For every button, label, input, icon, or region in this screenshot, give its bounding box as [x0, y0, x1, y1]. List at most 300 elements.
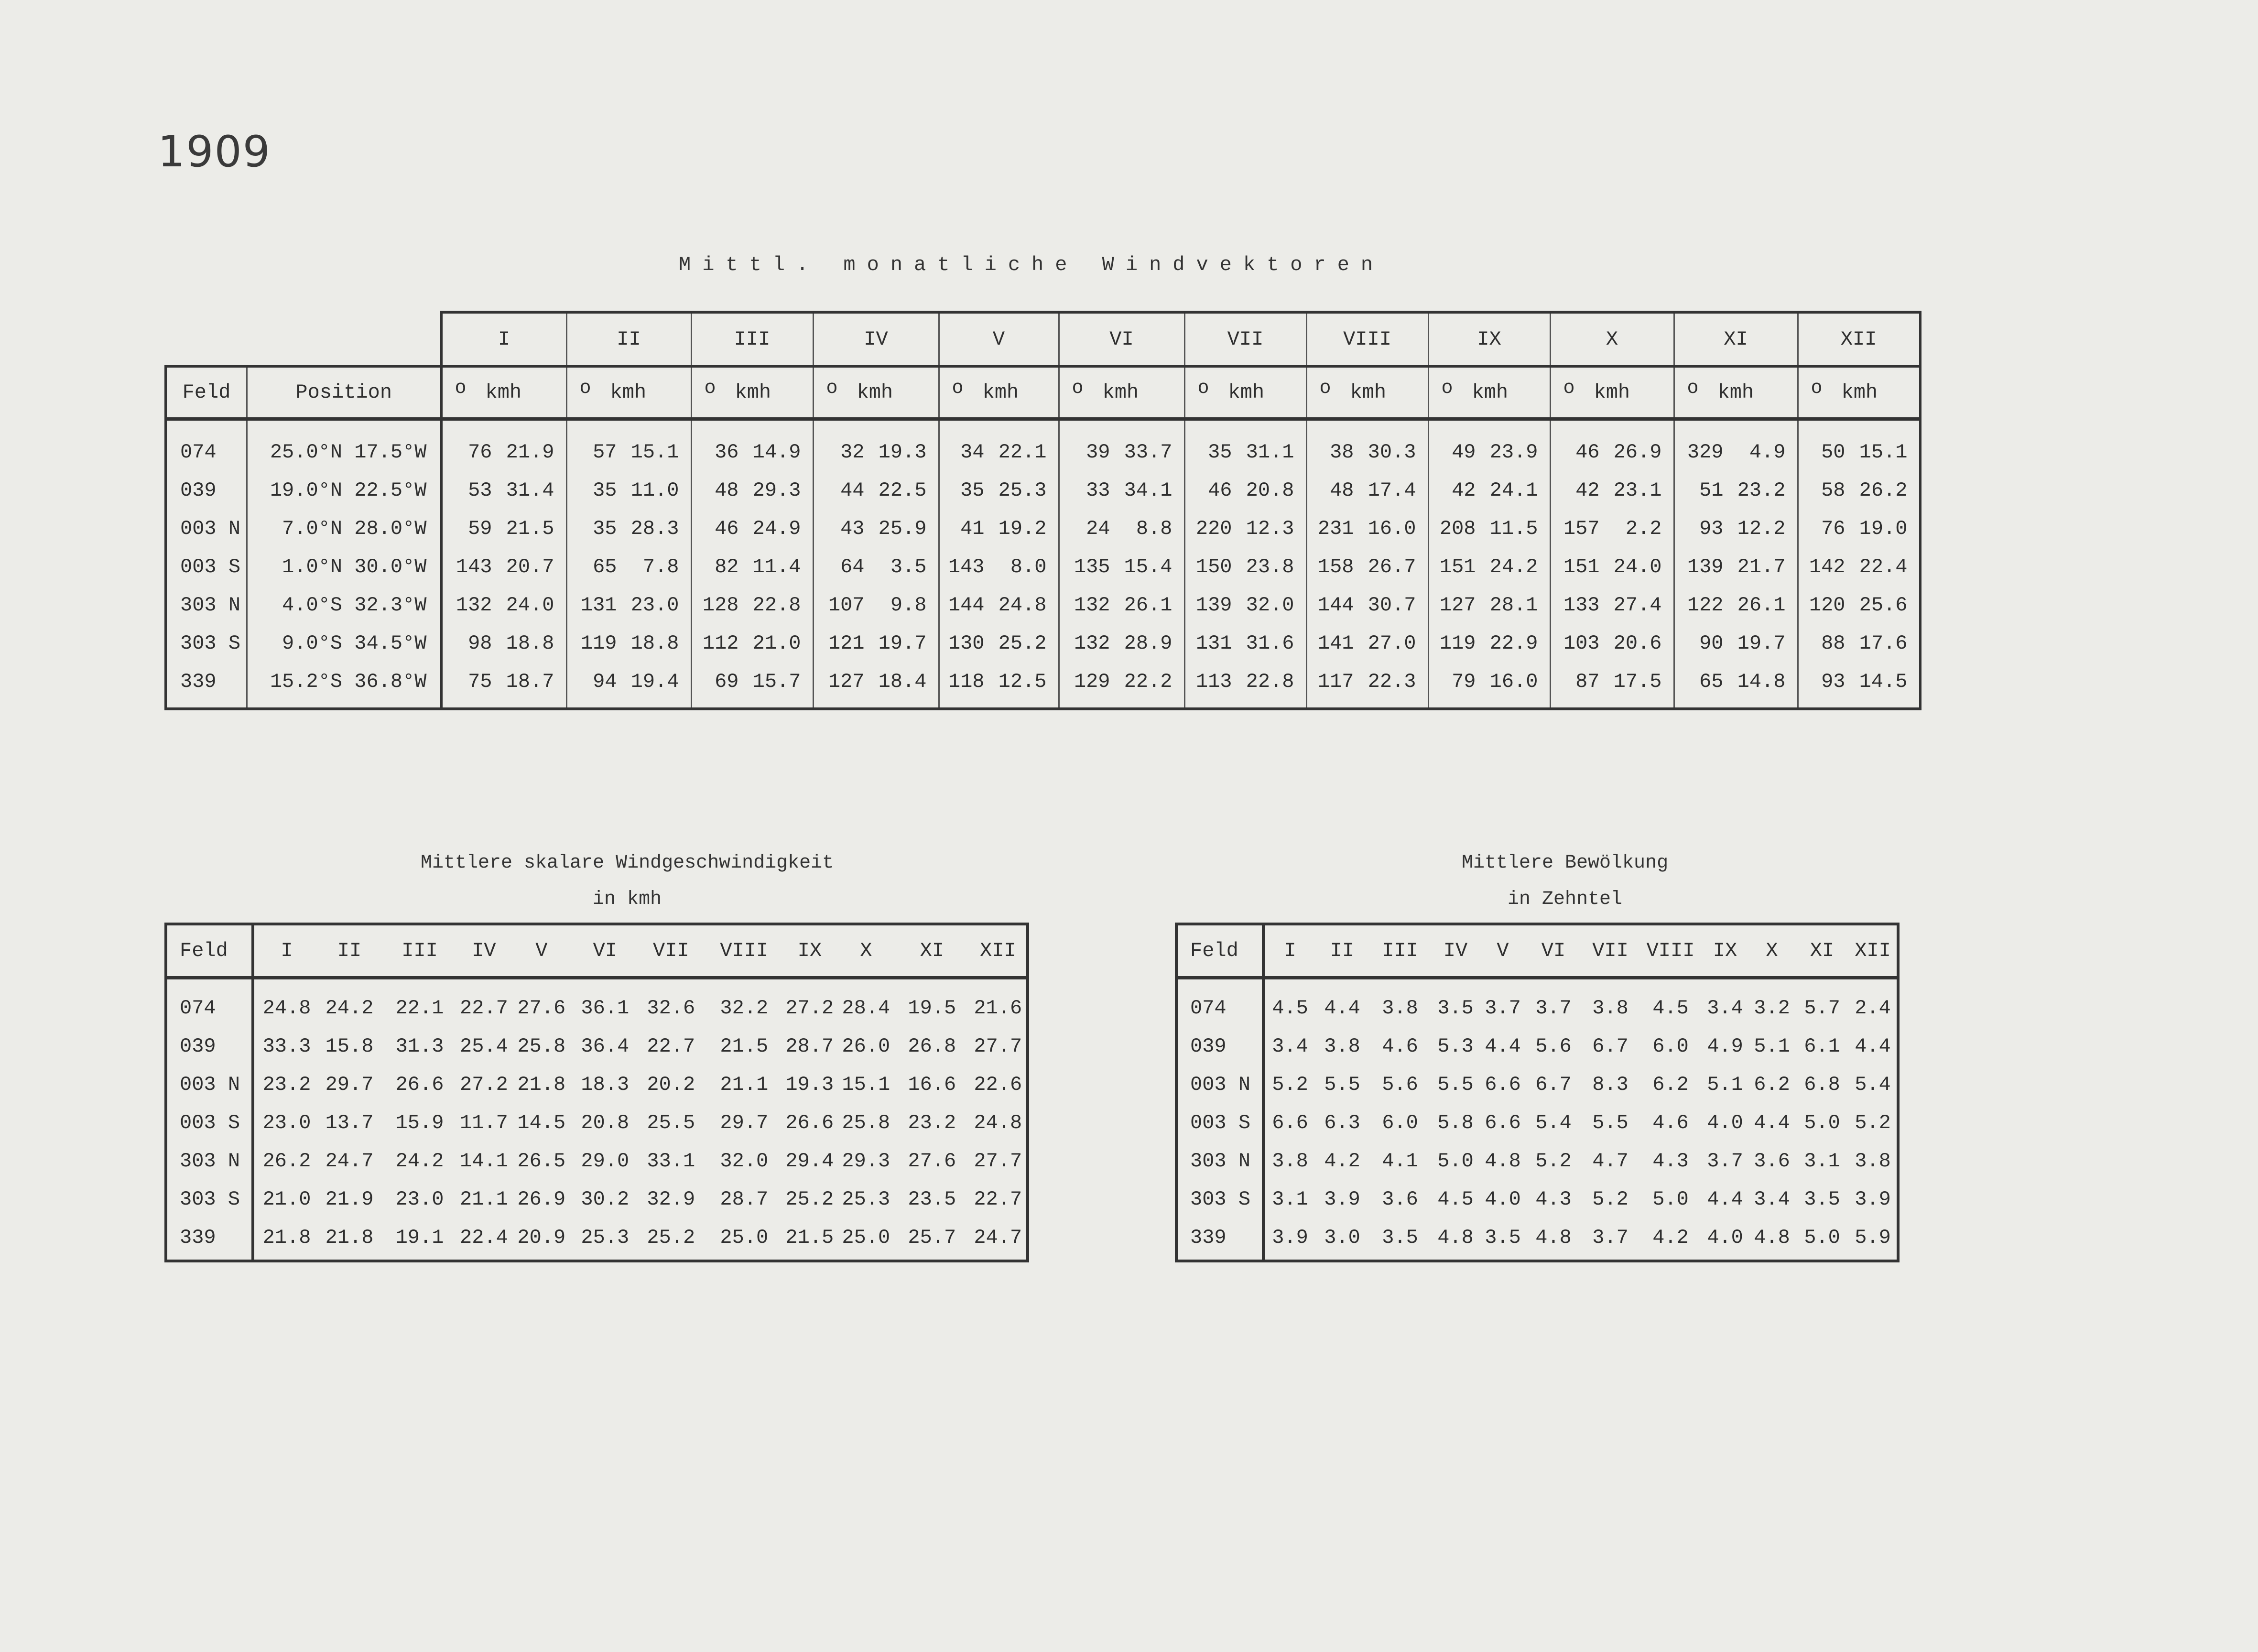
value-cell: 3.6	[1754, 1150, 1790, 1173]
direction-value: 34	[960, 441, 985, 464]
direction-value: 90	[1699, 632, 1724, 655]
vector-cell	[1184, 586, 1306, 624]
speed-value: 18.4	[878, 670, 927, 693]
position-cell: 19.0°N 22.5°W	[247, 471, 442, 510]
direction-value: 143	[456, 555, 492, 578]
direction-value: 51	[1699, 479, 1724, 502]
speed-value: 19.0	[1859, 517, 1908, 540]
vector-pair	[1060, 479, 1184, 502]
unit-header	[1550, 367, 1674, 419]
speed-unit: kmh	[1472, 381, 1509, 404]
speed-value: 30.7	[1368, 594, 1416, 617]
vector-cell	[813, 663, 939, 709]
direction-value: 127	[1439, 594, 1476, 617]
vector-pair	[692, 555, 813, 578]
value-cell: 24.7	[325, 1150, 374, 1173]
degree-unit: o	[1072, 378, 1084, 399]
vector-cell	[1184, 471, 1306, 510]
value-cell: 27.7	[974, 1150, 1022, 1173]
value-cell: 26.8	[908, 1035, 956, 1058]
col-position-header: Position	[247, 367, 442, 419]
value-cell: 6.3	[1324, 1111, 1360, 1134]
speed-value: 21.9	[506, 441, 554, 464]
vector-cell	[1428, 510, 1550, 548]
value-cell: 4.8	[1535, 1226, 1572, 1249]
vector-cell	[1798, 586, 1920, 624]
value-cell: 4.8	[1437, 1226, 1474, 1249]
vector-cell	[566, 586, 691, 624]
speed-value: 26.9	[1613, 441, 1662, 464]
speed-value: 24.0	[506, 594, 554, 617]
vector-pair	[443, 555, 566, 578]
vector-pair	[1185, 479, 1306, 502]
direction-value: 64	[840, 555, 865, 578]
value-cell: 4.7	[1592, 1150, 1628, 1173]
vector-pair	[692, 479, 813, 502]
speed-unit: kmh	[1228, 381, 1265, 404]
table-row	[166, 1104, 1028, 1142]
month-header-ii: II	[1315, 924, 1369, 978]
feld-cell: 303 N	[166, 586, 247, 624]
degree-unit: o	[1563, 378, 1575, 399]
speed-value: 32.0	[1246, 594, 1294, 617]
feld-cell: 003 S	[1176, 1104, 1263, 1142]
vector-pair	[1799, 441, 1919, 464]
speed-value: 25.3	[998, 479, 1047, 502]
speed-value: 24.9	[752, 517, 801, 540]
vector-cell	[691, 548, 813, 586]
speed-value: 22.4	[1859, 555, 1908, 578]
value-cell: 14.5	[517, 1111, 566, 1134]
value-cell: 3.4	[1707, 997, 1743, 1020]
value-cell: 33.1	[647, 1150, 695, 1173]
speed-value: 21.7	[1737, 555, 1786, 578]
value-cell: 23.5	[908, 1188, 956, 1211]
value-cell: 3.7	[1485, 997, 1521, 1020]
position-cell: 25.0°N 17.5°W	[247, 419, 442, 472]
direction-value: 119	[1439, 632, 1476, 655]
vector-cell	[813, 419, 939, 472]
direction-value: 24	[1086, 517, 1110, 540]
direction-value: 65	[1699, 670, 1724, 693]
vector-pair	[443, 479, 566, 502]
month-header-iv: IV	[460, 924, 508, 978]
table-row	[1176, 1027, 1898, 1065]
value-cell: 25.4	[460, 1035, 508, 1058]
vector-pair	[567, 555, 691, 578]
vector-pair	[1185, 632, 1306, 655]
value-cell: 18.3	[581, 1073, 630, 1096]
vector-pair	[940, 441, 1058, 464]
vector-pair	[443, 670, 566, 693]
value-cell: 3.1	[1272, 1188, 1308, 1211]
value-cell: 24.2	[395, 1150, 444, 1173]
vector-cell	[939, 471, 1059, 510]
month-header-xi: XI	[894, 924, 970, 978]
vector-pair	[443, 517, 566, 540]
value-cell: 26.6	[785, 1111, 834, 1134]
value-cell: 5.1	[1754, 1035, 1790, 1058]
vector-cell	[1798, 471, 1920, 510]
direction-value: 88	[1821, 632, 1845, 655]
position-cell: 7.0°N 28.0°W	[247, 510, 442, 548]
value-cell: 4.0	[1707, 1226, 1743, 1249]
value-cell: 27.6	[908, 1150, 956, 1173]
vector-pair	[1060, 594, 1184, 617]
month-header-i: I	[253, 924, 319, 978]
value-cell: 3.8	[1382, 997, 1418, 1020]
feld-cell: 003 N	[1176, 1065, 1263, 1104]
value-cell: 8.3	[1592, 1073, 1628, 1096]
speed-value: 9.8	[890, 594, 927, 617]
value-cell: 21.8	[325, 1226, 374, 1249]
vector-cell	[441, 663, 566, 709]
speed-value: 28.1	[1489, 594, 1538, 617]
year-heading: 1909	[158, 127, 271, 177]
direction-value: 208	[1439, 517, 1476, 540]
table-row	[1176, 1065, 1898, 1104]
vector-pair	[1429, 479, 1550, 502]
table-row	[166, 978, 1028, 1028]
speed-unit: kmh	[1594, 381, 1630, 404]
degree-unit: o	[455, 378, 467, 399]
speed-value: 19.7	[1737, 632, 1786, 655]
value-cell: 5.0	[1804, 1226, 1840, 1249]
vector-pair	[567, 594, 691, 617]
speed-value: 22.3	[1368, 670, 1416, 693]
direction-value: 157	[1563, 517, 1600, 540]
value-cell: 4.3	[1535, 1188, 1572, 1211]
value-cell: 20.9	[517, 1226, 566, 1249]
unit-header	[691, 367, 813, 419]
direction-value: 151	[1439, 555, 1476, 578]
feld-cell: 003 S	[166, 1104, 253, 1142]
direction-value: 143	[948, 555, 985, 578]
direction-value: 76	[468, 441, 492, 464]
feld-cell: 303 S	[166, 1180, 253, 1218]
value-cell: 19.5	[908, 997, 956, 1020]
vector-pair	[1675, 479, 1797, 502]
vector-pair	[1551, 479, 1673, 502]
unit-header	[1798, 367, 1920, 419]
vector-pair	[1675, 441, 1797, 464]
value-cell: 5.5	[1592, 1111, 1628, 1134]
value-cell: 3.9	[1272, 1226, 1308, 1249]
vector-cell	[1798, 663, 1920, 709]
month-header-x: X	[1550, 312, 1674, 367]
direction-value: 49	[1452, 441, 1476, 464]
vector-pair	[443, 441, 566, 464]
speed-value: 22.1	[998, 441, 1047, 464]
direction-value: 87	[1575, 670, 1600, 693]
cloud-cover-table	[1175, 923, 1900, 1262]
direction-value: 46	[1208, 479, 1232, 502]
value-cell: 5.4	[1535, 1111, 1572, 1134]
speed-value: 28.3	[630, 517, 679, 540]
speed-value: 23.0	[630, 594, 679, 617]
value-cell: 3.8	[1272, 1150, 1308, 1173]
value-cell: 3.9	[1324, 1188, 1360, 1211]
value-cell: 5.8	[1437, 1111, 1474, 1134]
table-row	[166, 1027, 1028, 1065]
vector-pair	[940, 594, 1058, 617]
speed-value: 31.6	[1246, 632, 1294, 655]
direction-value: 98	[468, 632, 492, 655]
value-cell: 29.4	[785, 1150, 834, 1173]
month-header-viii: VIII	[707, 924, 782, 978]
value-cell: 15.1	[842, 1073, 890, 1096]
vector-pair	[1429, 555, 1550, 578]
speed-value: 16.0	[1489, 670, 1538, 693]
value-cell: 21.8	[262, 1226, 311, 1249]
value-cell: 4.4	[1707, 1188, 1743, 1211]
value-cell: 6.0	[1382, 1111, 1418, 1134]
table-row	[166, 471, 1921, 510]
speed-unit: kmh	[1350, 381, 1387, 404]
value-cell: 4.5	[1652, 997, 1689, 1020]
direction-value: 48	[1330, 479, 1354, 502]
value-cell: 27.2	[785, 997, 834, 1020]
speed-caption-line1: Mittlere skalare Windgeschwindigkeit	[421, 852, 834, 874]
value-cell: 21.9	[325, 1188, 374, 1211]
feld-cell: 303 N	[166, 1142, 253, 1180]
vector-cell	[566, 471, 691, 510]
month-header-xii: XII	[1849, 924, 1898, 978]
vector-pair	[443, 594, 566, 617]
vector-pair	[692, 517, 813, 540]
vector-pair	[567, 441, 691, 464]
value-cell: 15.8	[325, 1035, 374, 1058]
speed-value: 12.5	[998, 670, 1047, 693]
value-cell: 3.1	[1804, 1150, 1840, 1173]
vector-pair	[1799, 632, 1919, 655]
feld-cell: 003 S	[166, 548, 247, 586]
speed-value: 17.5	[1613, 670, 1662, 693]
direction-value: 132	[1074, 632, 1110, 655]
direction-value: 231	[1317, 517, 1354, 540]
vector-pair	[814, 441, 938, 464]
vector-cell	[1059, 624, 1184, 663]
month-header-vii: VII	[635, 924, 707, 978]
speed-value: 15.4	[1124, 555, 1172, 578]
vector-cell	[1550, 510, 1674, 548]
speed-value: 12.3	[1246, 517, 1294, 540]
speed-unit: kmh	[735, 381, 771, 404]
direction-value: 39	[1086, 441, 1110, 464]
degree-unit: o	[579, 378, 591, 399]
cloud-caption-line2: in Zehntel	[1508, 889, 1623, 910]
vector-pair	[692, 632, 813, 655]
value-cell: 26.9	[517, 1188, 566, 1211]
value-cell: 3.0	[1324, 1226, 1360, 1249]
direction-value: 113	[1195, 670, 1232, 693]
speed-caption-line2: in kmh	[593, 889, 662, 910]
feld-cell: 303 S	[166, 624, 247, 663]
direction-value: 220	[1195, 517, 1232, 540]
vector-pair	[1675, 670, 1797, 693]
vector-pair	[1799, 517, 1919, 540]
value-cell: 5.9	[1855, 1226, 1891, 1249]
month-header-iii: III	[691, 312, 813, 367]
value-cell: 5.1	[1707, 1073, 1743, 1096]
value-cell: 25.3	[581, 1226, 630, 1249]
direction-value: 122	[1687, 594, 1724, 617]
speed-value: 22.9	[1489, 632, 1538, 655]
vector-cell	[1428, 471, 1550, 510]
value-cell: 21.8	[517, 1073, 566, 1096]
direction-value: 120	[1809, 594, 1845, 617]
wind-speed-table	[164, 923, 1029, 1262]
vector-pair	[1799, 555, 1919, 578]
value-cell: 22.7	[460, 997, 508, 1020]
value-cell: 24.7	[974, 1226, 1022, 1249]
value-cell: 20.8	[581, 1111, 630, 1134]
degree-unit: o	[1319, 378, 1331, 399]
table-row	[166, 548, 1921, 586]
speed-unit: kmh	[1102, 381, 1139, 404]
value-cell: 3.2	[1754, 997, 1790, 1020]
direction-value: 131	[1195, 632, 1232, 655]
vector-pair	[1675, 517, 1797, 540]
col-feld-header: Feld	[1176, 924, 1263, 978]
vector-cell	[939, 548, 1059, 586]
speed-value: 31.4	[506, 479, 554, 502]
speed-value: 22.2	[1124, 670, 1172, 693]
direction-value: 36	[715, 441, 739, 464]
direction-value: 38	[1330, 441, 1354, 464]
value-cell: 5.4	[1855, 1073, 1891, 1096]
value-cell: 25.8	[842, 1111, 890, 1134]
table-row	[166, 1218, 1028, 1261]
value-cell: 23.2	[262, 1073, 311, 1096]
vector-pair	[1429, 441, 1550, 464]
direction-value: 94	[593, 670, 617, 693]
vector-cell	[1550, 419, 1674, 472]
value-cell: 14.1	[460, 1150, 508, 1173]
vector-pair	[1307, 555, 1428, 578]
unit-header	[566, 367, 691, 419]
value-cell: 6.6	[1485, 1111, 1521, 1134]
speed-value: 29.3	[752, 479, 801, 502]
vector-cell	[1550, 624, 1674, 663]
value-cell: 4.1	[1382, 1150, 1418, 1173]
direction-value: 42	[1452, 479, 1476, 502]
vector-cell	[1428, 419, 1550, 472]
value-cell: 5.5	[1437, 1073, 1474, 1096]
feld-cell: 074	[1176, 978, 1263, 1028]
speed-unit: kmh	[857, 381, 893, 404]
value-cell: 5.0	[1652, 1188, 1689, 1211]
value-cell: 4.8	[1485, 1150, 1521, 1173]
value-cell: 21.1	[720, 1073, 769, 1096]
unit-header	[939, 367, 1059, 419]
vector-cell	[691, 510, 813, 548]
vector-cell	[1184, 510, 1306, 548]
direction-value: 118	[948, 670, 985, 693]
value-cell: 4.4	[1754, 1111, 1790, 1134]
speed-value: 17.4	[1368, 479, 1416, 502]
value-cell: 28.4	[842, 997, 890, 1020]
speed-value: 16.0	[1368, 517, 1416, 540]
value-cell: 25.7	[908, 1226, 956, 1249]
vector-cell	[1428, 624, 1550, 663]
value-cell: 5.5	[1324, 1073, 1360, 1096]
direction-value: 46	[1575, 441, 1600, 464]
value-cell: 6.7	[1535, 1073, 1572, 1096]
blank-cell	[166, 312, 247, 367]
vector-cell	[813, 471, 939, 510]
vector-cell	[691, 624, 813, 663]
vector-cell	[1674, 471, 1798, 510]
value-cell: 19.1	[395, 1226, 444, 1249]
vector-cell	[441, 510, 566, 548]
vector-cell	[1674, 510, 1798, 548]
table-row	[166, 1142, 1028, 1180]
value-cell: 25.5	[647, 1111, 695, 1134]
vector-pair	[1307, 594, 1428, 617]
value-cell: 6.0	[1652, 1035, 1689, 1058]
vector-cell	[813, 586, 939, 624]
month-header-ix: IX	[782, 924, 838, 978]
direction-value: 79	[1452, 670, 1476, 693]
vector-cell	[1306, 586, 1428, 624]
speed-value: 24.1	[1489, 479, 1538, 502]
value-cell: 4.9	[1707, 1035, 1743, 1058]
value-cell: 31.3	[395, 1035, 444, 1058]
value-cell: 3.5	[1804, 1188, 1840, 1211]
value-cell: 3.4	[1272, 1035, 1308, 1058]
vector-pair	[814, 555, 938, 578]
vector-pair	[1060, 670, 1184, 693]
value-cell: 3.8	[1592, 997, 1628, 1020]
month-header-iv: IV	[1431, 924, 1480, 978]
unit-header	[1184, 367, 1306, 419]
vector-cell	[1428, 663, 1550, 709]
value-cell: 21.5	[785, 1226, 834, 1249]
vector-cell	[1674, 419, 1798, 472]
speed-value: 11.5	[1489, 517, 1538, 540]
vector-cell	[1428, 548, 1550, 586]
vector-pair	[1551, 594, 1673, 617]
speed-value: 14.5	[1859, 670, 1908, 693]
vector-pair	[1060, 517, 1184, 540]
value-cell: 4.6	[1382, 1035, 1418, 1058]
value-cell: 5.2	[1592, 1188, 1628, 1211]
direction-value: 93	[1699, 517, 1724, 540]
vector-cell	[1798, 548, 1920, 586]
direction-value: 329	[1687, 441, 1724, 464]
vector-pair	[1307, 632, 1428, 655]
value-cell: 21.1	[460, 1188, 508, 1211]
speed-value: 26.2	[1859, 479, 1908, 502]
speed-value: 4.9	[1749, 441, 1786, 464]
vector-cell	[1184, 624, 1306, 663]
feld-cell: 003 N	[166, 1065, 253, 1104]
degree-unit: o	[1197, 378, 1209, 399]
month-header-ix: IX	[1428, 312, 1550, 367]
vector-cell	[1798, 624, 1920, 663]
vector-cell	[691, 419, 813, 472]
speed-value: 25.2	[998, 632, 1047, 655]
value-cell: 28.7	[785, 1035, 834, 1058]
vector-cell	[1059, 510, 1184, 548]
value-cell: 5.7	[1804, 997, 1840, 1020]
vector-pair	[940, 517, 1058, 540]
value-cell: 27.6	[517, 997, 566, 1020]
direction-value: 44	[840, 479, 865, 502]
vector-cell	[939, 586, 1059, 624]
vector-pair	[1060, 632, 1184, 655]
